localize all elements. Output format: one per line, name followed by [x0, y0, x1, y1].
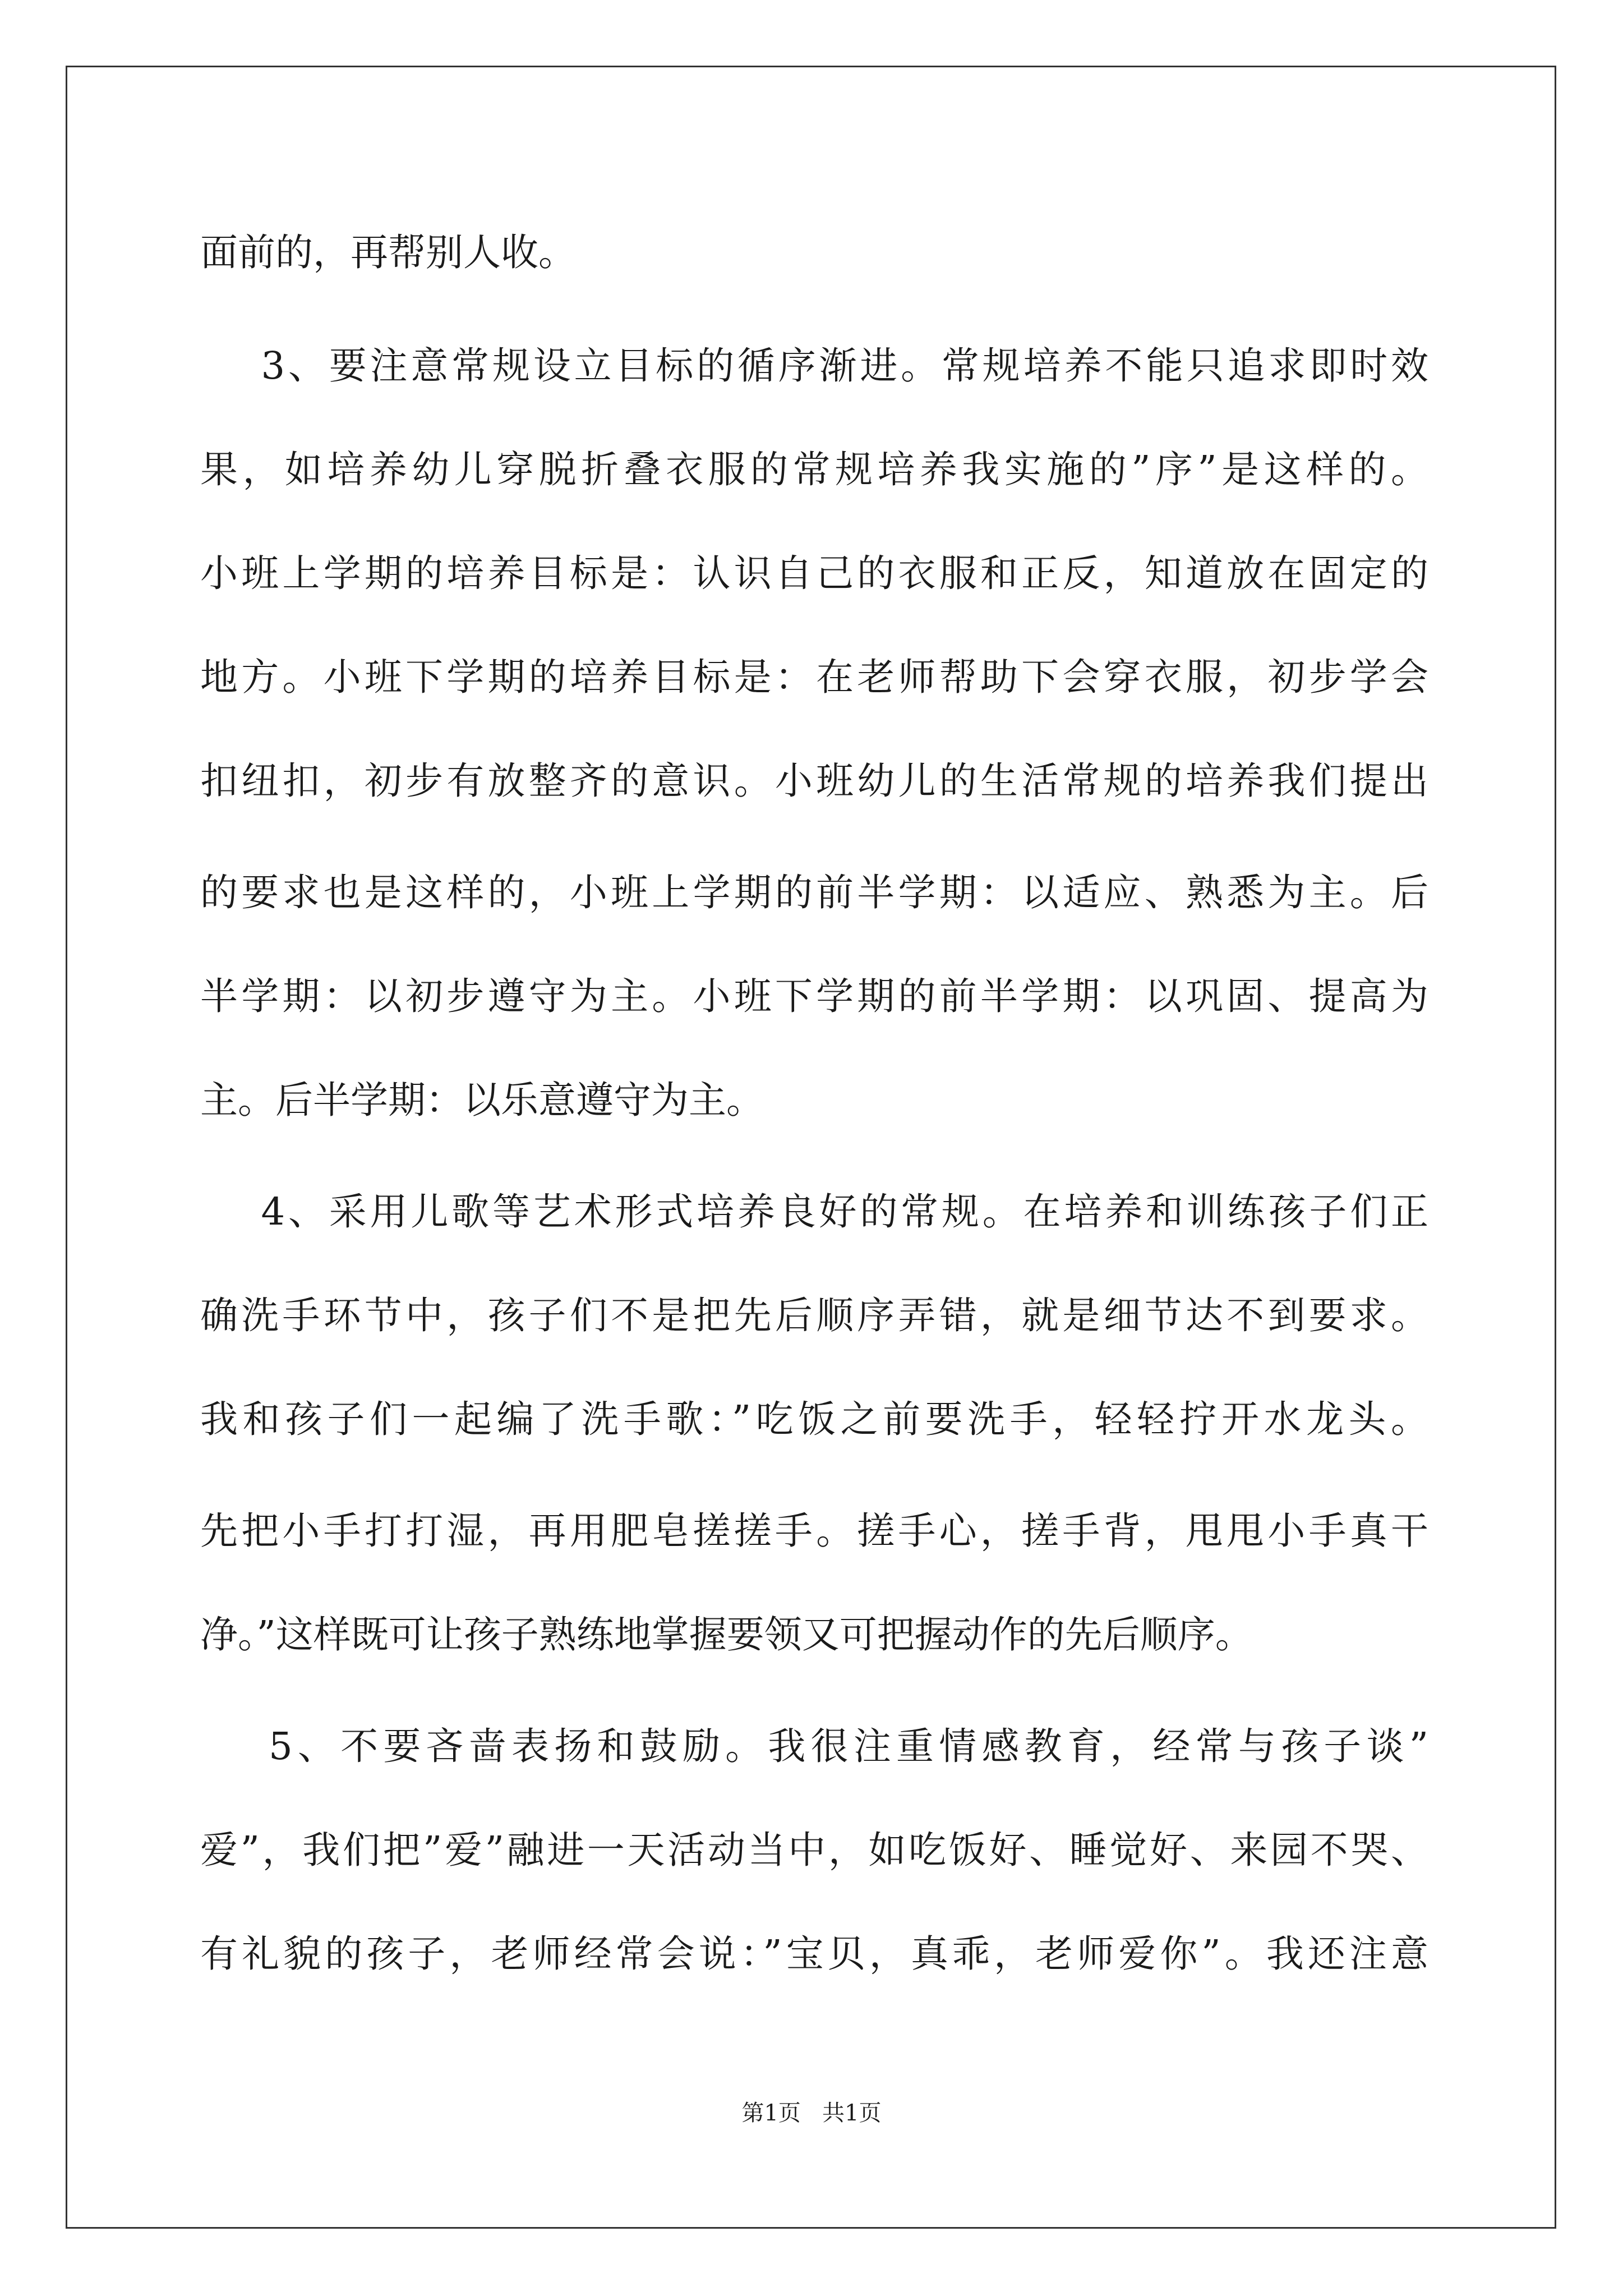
text-line: 半学期：以初步遵守为主。小班下学期的前半学期：以巩固、提高为 — [200, 974, 1428, 1018]
text-line: 果，如培养幼儿穿脱折叠衣服的常规培养我实施的”序”是这样的。 — [200, 448, 1428, 491]
text-line: 的要求也是这样的，小班上学期的前半学期：以适应、熟悉为主。后 — [200, 871, 1428, 914]
text-line: 面前的，再帮别人收。 — [200, 231, 576, 274]
page-border — [66, 66, 1556, 2229]
text-line: 主。后半学期：以乐意遵守为主。 — [200, 1078, 764, 1122]
text-line: 有礼貌的孩子，老师经常会说：”宝贝，真乖，老师爱你”。我还注意 — [200, 1932, 1428, 1976]
text-line: 地方。小班下学期的培养目标是：在老师帮助下会穿衣服，初步学会 — [200, 655, 1428, 699]
text-line: 3、要注意常规设立目标的循序渐进。常规培养不能只追求即时效 — [200, 344, 1428, 388]
text-line: 我和孩子们一起编了洗手歌：”吃饭之前要洗手，轻轻拧开水龙头。 — [200, 1397, 1428, 1441]
text-line: 确洗手环节中，孩子们不是把先后顺序弄错，就是细节达不到要求。 — [200, 1294, 1428, 1337]
text-line: 5、不要吝啬表扬和鼓励。我很注重情感教育，经常与孩子谈” — [200, 1724, 1428, 1768]
page-number-footer: 第1页 共1页 — [741, 2100, 882, 2126]
text-line: 4、采用儿歌等艺术形式培养良好的常规。在培养和训练孩子们正 — [200, 1190, 1428, 1234]
text-line: 小班上学期的培养目标是：认识自己的衣服和正反，知道放在固定的 — [200, 551, 1428, 595]
text-line: 扣纽扣，初步有放整齐的意识。小班幼儿的生活常规的培养我们提出 — [200, 759, 1428, 803]
text-line: 净。”这样既可让孩子熟练地掌握要领又可把握动作的先后顺序。 — [200, 1613, 1253, 1657]
text-line: 爱”，我们把”爱”融进一天活动当中，如吃饭好、睡觉好、来园不哭、 — [200, 1828, 1428, 1872]
text-line: 先把小手打打湿，再用肥皂搓搓手。搓手心，搓手背，甩甩小手真干 — [200, 1509, 1428, 1553]
